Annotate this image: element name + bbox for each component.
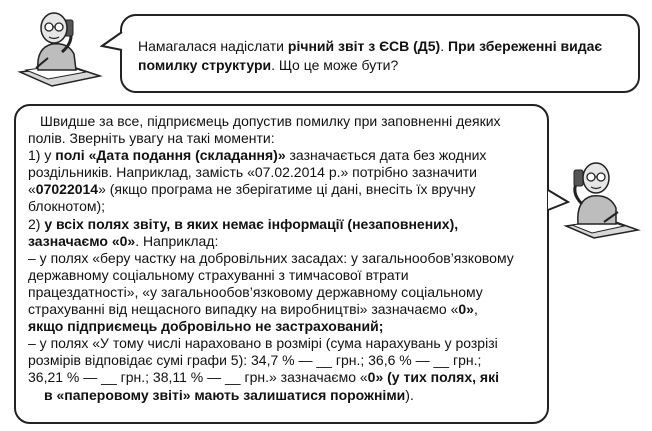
answer-line bbox=[28, 233, 537, 250]
answer-bubble-tail bbox=[546, 188, 570, 214]
answer-segment: роздільників. Наприклад, замість «07.02.2014 р.» потрібно зазначити bbox=[28, 164, 477, 181]
answer-segment: у всіх полях звіту, в яких немає інформації (незаповнених), bbox=[44, 215, 459, 232]
answer-segment: страхуванні від нещасного випадку на виробництві» зазначаємо « bbox=[28, 301, 459, 318]
answer-segment: ). bbox=[405, 386, 414, 403]
answer-segment: державному соціальному страхуванні з тимчасової втрати bbox=[28, 266, 409, 283]
answer-segment: « bbox=[28, 181, 36, 198]
question-bubble bbox=[120, 14, 640, 93]
answer-segment: 07022014 bbox=[35, 181, 99, 198]
answer-line bbox=[28, 147, 537, 164]
answer-segment: 0» bbox=[458, 301, 474, 318]
answer-bubble bbox=[14, 104, 549, 424]
answer-line bbox=[28, 335, 537, 352]
answer-segment: якщо підприємець добровільно не застрахований; bbox=[28, 318, 384, 335]
answer-line bbox=[28, 301, 537, 318]
answer-line bbox=[28, 181, 537, 198]
answer-segment: Швидше за все, підприємець допустив помилку при заповненні деяких bbox=[40, 113, 501, 129]
answer-segment: зазначається дата без жодних bbox=[285, 147, 487, 164]
question-segment: . bbox=[440, 38, 449, 54]
answer-line bbox=[28, 164, 537, 181]
person-on-phone-illustration bbox=[560, 150, 644, 240]
answer-segment: полів. Зверніть увагу на такі моменти: bbox=[28, 130, 275, 147]
answer-segment: – у полях «У тому числі нараховано в розмірі (сума нарахувань у розрізі bbox=[28, 335, 498, 352]
question-segment: річний звіт з ЄСВ (Д5) bbox=[287, 38, 441, 54]
answer-line bbox=[28, 369, 537, 386]
answer-segment: розмірів відповідає сумі графи 5): 34,7 % — __ грн.; 36,6 % — __ грн.; bbox=[28, 352, 482, 369]
answer-segment: працездатності», «у загальнообов’язковому державному соціальному bbox=[28, 283, 483, 300]
answer-segment: полі «Дата подання (складання)» bbox=[55, 147, 286, 164]
question-bubble-tail bbox=[100, 30, 124, 54]
answer-segment: блокнотом); bbox=[28, 198, 106, 215]
answer-segment: (у тих полях, які bbox=[387, 369, 499, 386]
question-segment: Намагалася надіслати bbox=[138, 38, 288, 54]
person-at-desk-illustration bbox=[12, 6, 108, 90]
answer-line bbox=[28, 250, 537, 267]
answer-segment: , bbox=[473, 301, 478, 318]
answer-segment: » (якщо програма не зберігатиме ці дані, внесіть їх вручну bbox=[98, 181, 476, 198]
answer-segment: 36,21 % — __ грн.; 38,11 % — __ грн.» зазначаємо « bbox=[28, 369, 368, 386]
answer-line bbox=[28, 284, 537, 301]
answer-segment: 2) bbox=[28, 215, 45, 232]
answer-segment: зазначаємо «0» bbox=[28, 232, 136, 249]
question-segment: При збереженні видає помилку структури bbox=[138, 38, 603, 73]
answer-line bbox=[28, 267, 537, 284]
answer-line bbox=[28, 130, 537, 147]
answer-line bbox=[28, 352, 537, 369]
answer-line bbox=[28, 387, 537, 404]
answer-segment: – у полях «беру частку на добровільних засадах: у загальнообов’язковому bbox=[28, 249, 514, 266]
answer-text bbox=[28, 113, 537, 404]
question-text bbox=[138, 37, 624, 75]
answer-line bbox=[28, 216, 537, 233]
answer-line bbox=[28, 113, 537, 130]
answer-segment: . Наприклад: bbox=[135, 232, 219, 249]
answer-segment: 0» bbox=[367, 369, 384, 386]
answer-segment: в «паперовому звіті» мають залишатися порожніми bbox=[44, 386, 406, 403]
answer-line bbox=[28, 198, 537, 215]
answer-line bbox=[28, 318, 537, 335]
question-segment: . Що це може бути? bbox=[271, 57, 399, 73]
answer-segment: 1) у bbox=[28, 147, 56, 164]
